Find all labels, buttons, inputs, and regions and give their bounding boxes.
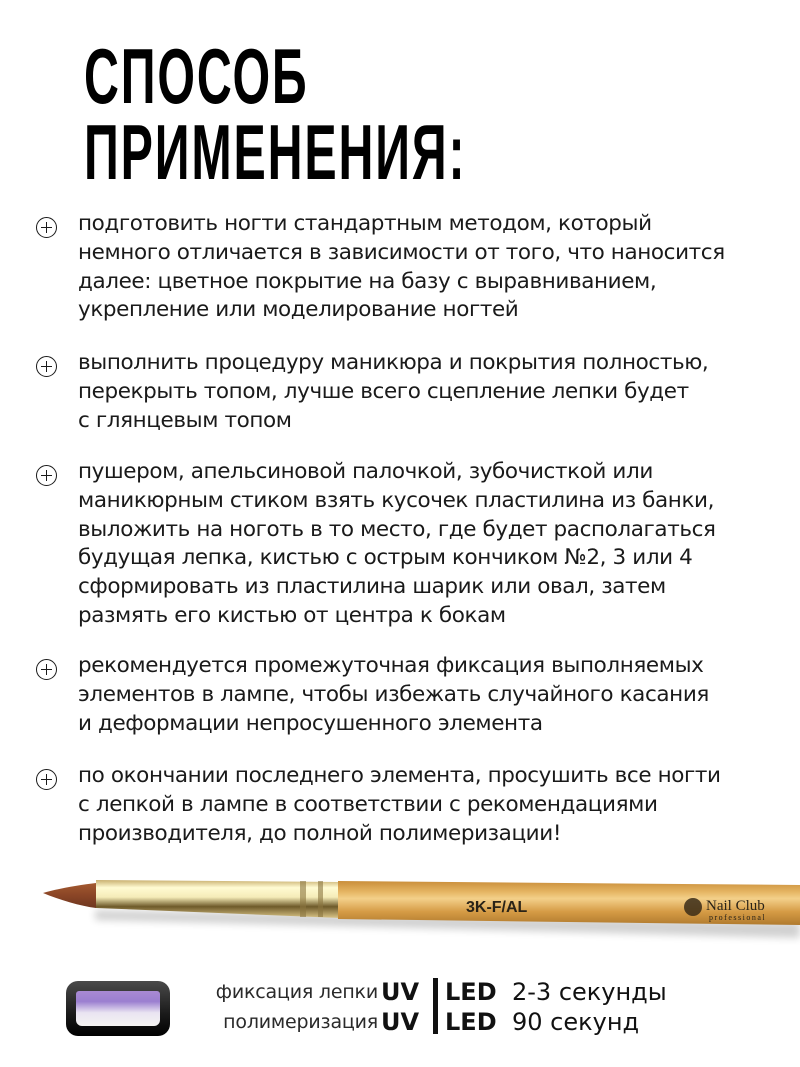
step-line: элементов в лампе, чтобы избежать случайного касания: [78, 681, 709, 707]
curing-row-polymerization: [0, 1007, 800, 1037]
curing-legend: [0, 975, 800, 1045]
brush-image: [0, 850, 800, 960]
curing-row-fixation: [0, 977, 800, 1007]
nail-club-logo-icon: [684, 898, 702, 916]
uv-label: UV: [381, 978, 420, 1006]
step-line: укрепление или моделирование ногтей: [78, 297, 519, 323]
step-line: подготовить ногти стандартным методом, который: [78, 211, 652, 236]
uv-label: UV: [381, 1008, 420, 1036]
brand-sub: professional: [709, 913, 767, 922]
step-line: сформировать из пластилина шарик или овал, затем: [78, 574, 666, 600]
step-line: выложить на ноготь в то место, где будет располагаться: [78, 516, 716, 542]
step-line: немного отличается в зависимости от того, что наносится: [78, 239, 725, 265]
circled-plus-icon: [36, 659, 57, 680]
page-title: [84, 32, 467, 196]
curing-duration: 90 секунд: [512, 1008, 640, 1036]
step-line: маникюрным стиком взять кусочек пластилина из банки,: [78, 487, 715, 513]
led-label: LED: [445, 1008, 497, 1036]
step-line: производителя, до полной полимеризации!: [78, 820, 562, 846]
step-line: перекрыть топом, лучше всего сцепление лепки будет: [78, 378, 689, 404]
circled-plus-icon: [36, 769, 57, 790]
step-line: далее: цветное покрытие на базу с выравниванием,: [78, 268, 657, 294]
step-text: [78, 210, 778, 325]
step-line: по окончании последнего элемента, просушить все ногти: [78, 763, 721, 788]
step-line: пушером, апельсиновой палочкой, зубочисткой или: [78, 459, 653, 484]
step-text: [78, 762, 778, 848]
step-line: размять его кистью от центра к бокам: [78, 602, 506, 628]
step-line: и деформации непросушенного элемента: [78, 710, 543, 736]
circled-plus-icon: [36, 217, 57, 238]
step-line: будущая лепка, кистью с острым кончиком №2, 3 или 4: [78, 545, 693, 571]
step-text: [78, 349, 778, 435]
title-line-2: ПРИМЕНЕНИЯ:: [84, 108, 467, 196]
circled-plus-icon: [36, 465, 57, 486]
step-line: выполнить процедуру маникюра и покрытия полностью,: [78, 350, 709, 375]
title-line-1: СПОСОБ: [84, 32, 309, 120]
circled-plus-icon: [36, 356, 57, 377]
led-label: LED: [445, 978, 497, 1006]
curing-label: фиксация лепки: [215, 981, 378, 1003]
step-text: [78, 652, 778, 738]
curing-label: полимеризация: [223, 1011, 378, 1033]
brand-name: Nail Club: [706, 898, 765, 914]
step-text: [78, 458, 778, 631]
curing-duration: 2-3 секунды: [512, 978, 667, 1006]
step-line: с глянцевым топом: [78, 407, 292, 433]
brush-model-label: 3K-F/AL: [466, 899, 528, 916]
step-line: рекомендуется промежуточная фиксация выполняемых: [78, 653, 704, 678]
step-line: с лепкой в лампе в соответствии с рекомендациями: [78, 791, 658, 817]
